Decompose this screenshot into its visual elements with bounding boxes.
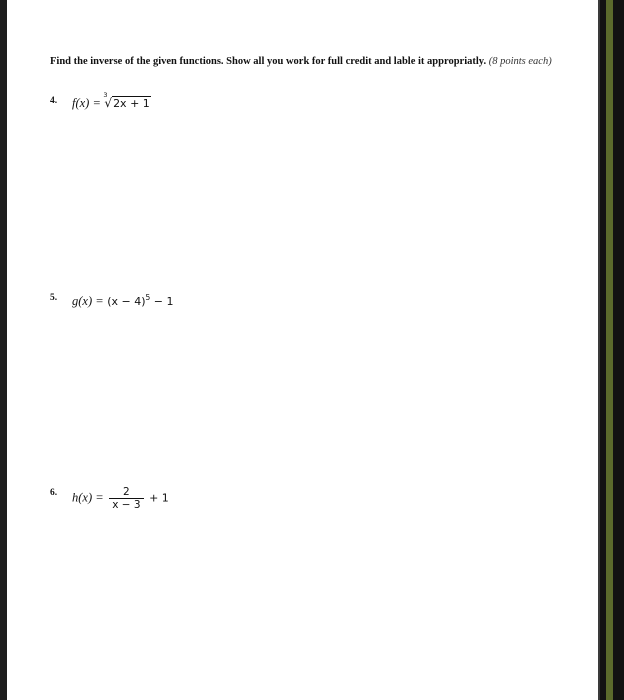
problem-expression [72,91,151,111]
exponent: 5 [145,293,151,302]
function-lhs: h(x) = [72,490,104,505]
problem-expression [72,293,174,309]
expression-tail: − 1 [153,295,174,308]
points-note: (8 points each) [488,56,552,67]
fraction-denominator: x − 3 [112,499,141,511]
function-lhs: g(x) = [72,294,104,308]
right-dark-margin [598,0,624,700]
left-dark-margin [0,0,7,700]
problem-number: 5. [50,293,58,303]
fraction-numerator: 2 [109,486,143,499]
document-page [7,0,598,700]
instructions [50,55,580,69]
root-index: 3 [103,91,108,99]
problem-number: 4. [50,96,58,106]
cube-root [103,91,150,110]
fraction [109,486,143,511]
problem-number: 6. [50,488,58,498]
power-base: (x − 4) [107,295,146,308]
expression-tail: + 1 [149,491,169,505]
radicand: 2x + 1 [113,97,150,110]
radical-sign: √ [104,96,113,110]
page-edge-line [598,0,600,700]
function-lhs: f(x) = [72,96,101,110]
olive-stripe [606,0,613,700]
problem-expression [72,486,169,511]
instructions-text: Find the inverse of the given functions. Show all you work for full credit and lable it appropriatly. [50,56,487,67]
